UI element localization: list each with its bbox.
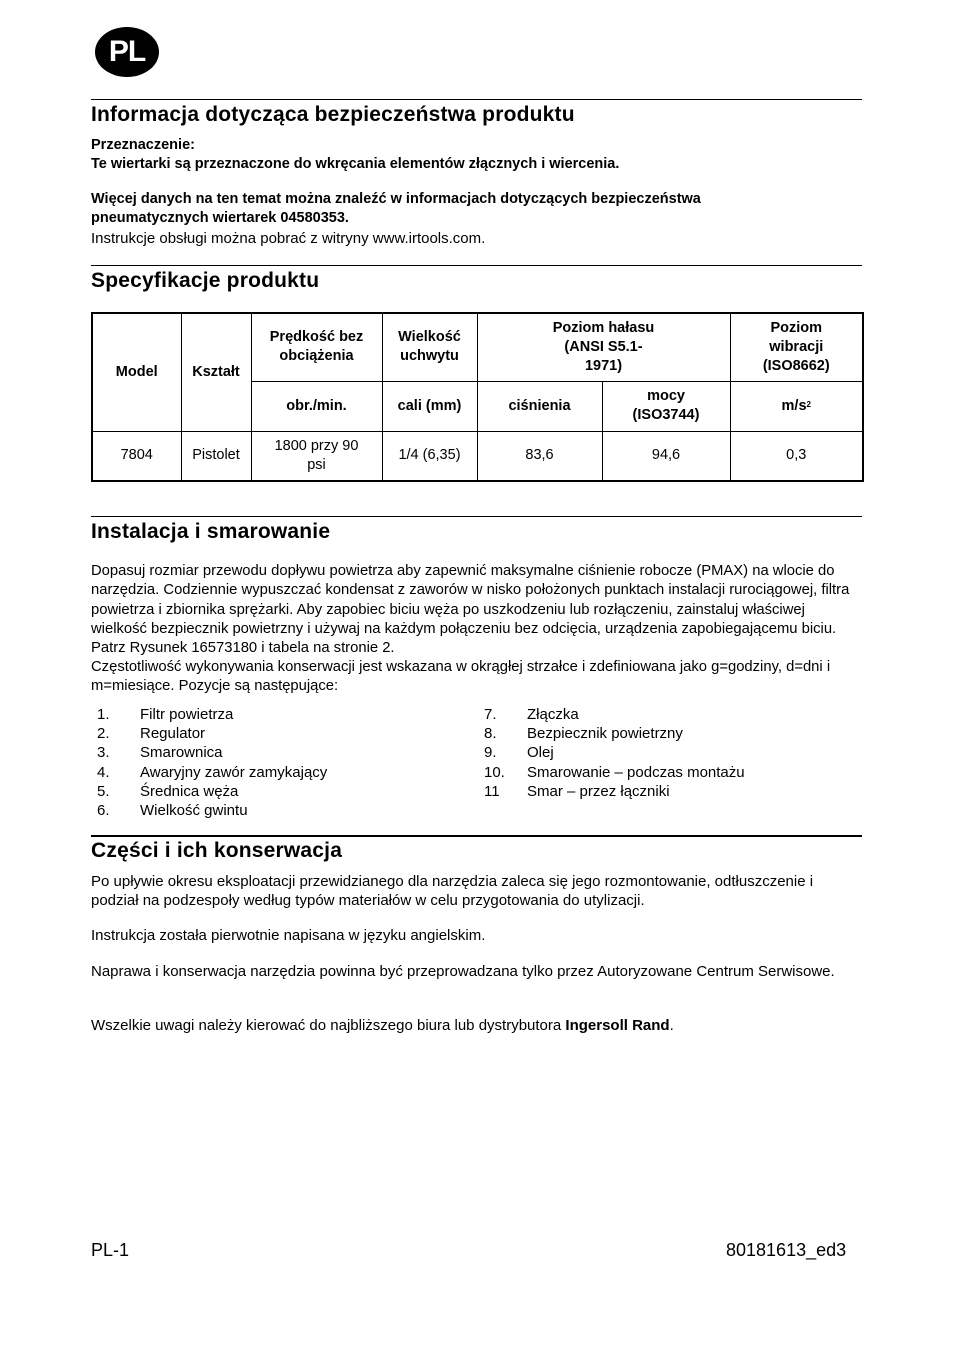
items-list-right [478,705,745,801]
item-num: 10. [484,763,505,781]
header-model: Model [92,313,181,431]
header-chuck: Wielkość uchwytu [382,313,477,381]
list-item [478,743,745,762]
list-item [91,705,327,724]
item-num: 7. [484,706,497,723]
item-label: Smarownica [140,744,223,762]
unit-chuck: cali (mm) [382,381,477,431]
item-num: 1. [97,706,110,723]
section-divider [91,835,862,837]
cell-vibration: 0,3 [730,431,863,481]
parts-paragraph4-end: . [669,1017,674,1034]
item-label: Filtr powietrza [140,706,234,723]
unit-pressure: ciśnienia [477,381,602,431]
table-row [92,431,863,481]
list-item [91,763,327,782]
item-num: 6. [97,802,110,820]
cell-model: 7804 [92,431,181,481]
header-noise: Poziom hałasu (ANSI S5.1-1971) [477,313,730,381]
section-divider [91,99,862,100]
list-item [91,743,327,762]
unit-vibration-text: m/s [781,397,807,414]
header-shape: Kształt [181,313,251,431]
item-label: Smar – przez łączniki [527,782,670,800]
more-info-line1: Więcej danych na ten temat można znaleźć w informacjach dotyczących bezpieczeństwa [91,191,701,207]
section-divider [91,265,862,266]
spec-title: Specyfikacje produktu [91,269,320,292]
item-label: Złączka [527,706,579,723]
cell-pressure: 83,6 [477,431,602,481]
unit-vibration [730,381,863,431]
item-num: 11 [484,782,500,800]
header-speed: Prędkość bez obciążenia [251,313,382,381]
item-label: Smarowanie – podczas montażu [527,763,745,781]
items-list-left [91,705,327,820]
item-label: Awaryjny zawór zamykający [140,763,328,781]
page-number: PL-1 [91,1240,130,1260]
item-num: 3. [97,744,110,762]
list-item [478,763,745,782]
cell-shape: Pistolet [181,431,251,481]
item-label: Wielkość gwintu [140,802,248,820]
item-label: Bezpiecznik powietrzny [527,725,683,743]
install-paragraph1: Dopasuj rozmiar przewodu dopływu powietrza aby zapewnić maksymalne ciśnienie robocze (PMAX) na wlocie do narzędzia. Codziennie wypuszczać kondensat z zaworów w nisko położonych punktach instalacji rurociągowej, filtra powietrza i zbiornika sprężarki. Aby zapobiec biciu węża po uszkodzeniu lub rozłączeniu, zainstaluj właściwej wielkość bezpiecznik powietrzny i używaj na każdym połączeniu bez odcięcia, urządzenia zapobiegającemu biciu. Patrz Rysunek 16573180 i tabela na stronie 2. [91,563,850,657]
language-badge: PL [95,27,159,77]
parts-paragraph2: Instrukcja została pierwotnie napisana w języku angielskim. [91,927,486,944]
parts-paragraph3: Naprawa i konserwacja narzędzia powinna być przeprowadzana tylko przez Autoryzowane Centrum Serwisowe. [91,963,835,980]
parts-paragraph4-text: Wszelkie uwagi należy kierować do najbliższego biura lub dystrybutora [91,1017,566,1034]
brand-name: Ingersoll Rand [565,1017,670,1034]
item-label: Średnica węża [140,782,239,800]
parts-paragraph4 [91,1016,862,1035]
cell-chuck: 1/4 (6,35) [382,431,477,481]
cell-power: 94,6 [602,431,730,481]
purpose-text: Te wiertarki są przeznaczone do wkręcania elementów złącznych i wiercenia. [91,156,620,172]
item-num: 9. [484,744,497,762]
install-paragraph2: Częstotliwość wykonywania konserwacji jest wskazana w okrągłej strzałce i zdefiniowana jako g=godziny, d=dni i m=miesiące. Pozycje są następujące: [91,659,831,695]
more-info-line2: pneumatycznych wiertarek 04580353. [91,210,349,226]
list-item [478,724,745,743]
install-title: Instalacja i smarowanie [91,520,331,543]
item-num: 2. [97,725,110,743]
cell-speed: 1800 przy 90 psi [251,431,382,481]
header-vibration: Poziom wibracji (ISO8662) [730,313,863,381]
document-id: 80181613_ed3 [726,1240,847,1260]
item-label: Regulator [140,725,206,743]
download-text: Instrukcje obsługi można pobrać z witryny www.irtools.com. [91,230,486,247]
parts-paragraph1: Po upływie okresu eksploatacji przewidzianego dla narzędzia zaleca się jego rozmontowanie, odtłuszczenie i podział na podzespoły według typów materiałów w celu przygotowania do utylizacji. [91,873,814,910]
spec-table [91,312,864,482]
list-item [478,705,745,724]
unit-power: mocy (ISO3744) [602,381,730,431]
purpose-label: Przeznaczenie: [91,137,195,153]
section-divider [91,516,862,517]
list-item [91,724,327,743]
safety-title: Informacja dotycząca bezpieczeństwa produktu [91,103,575,126]
item-num: 8. [484,725,497,743]
parts-title: Części i ich konserwacja [91,839,343,862]
list-item [91,782,327,801]
list-item [91,801,327,820]
item-label: Olej [527,744,554,762]
unit-speed: obr./min. [251,381,382,431]
item-num: 5. [97,782,110,800]
unit-vibration-sup: 2 [806,399,811,409]
item-num: 4. [97,763,110,781]
list-item [478,782,745,801]
